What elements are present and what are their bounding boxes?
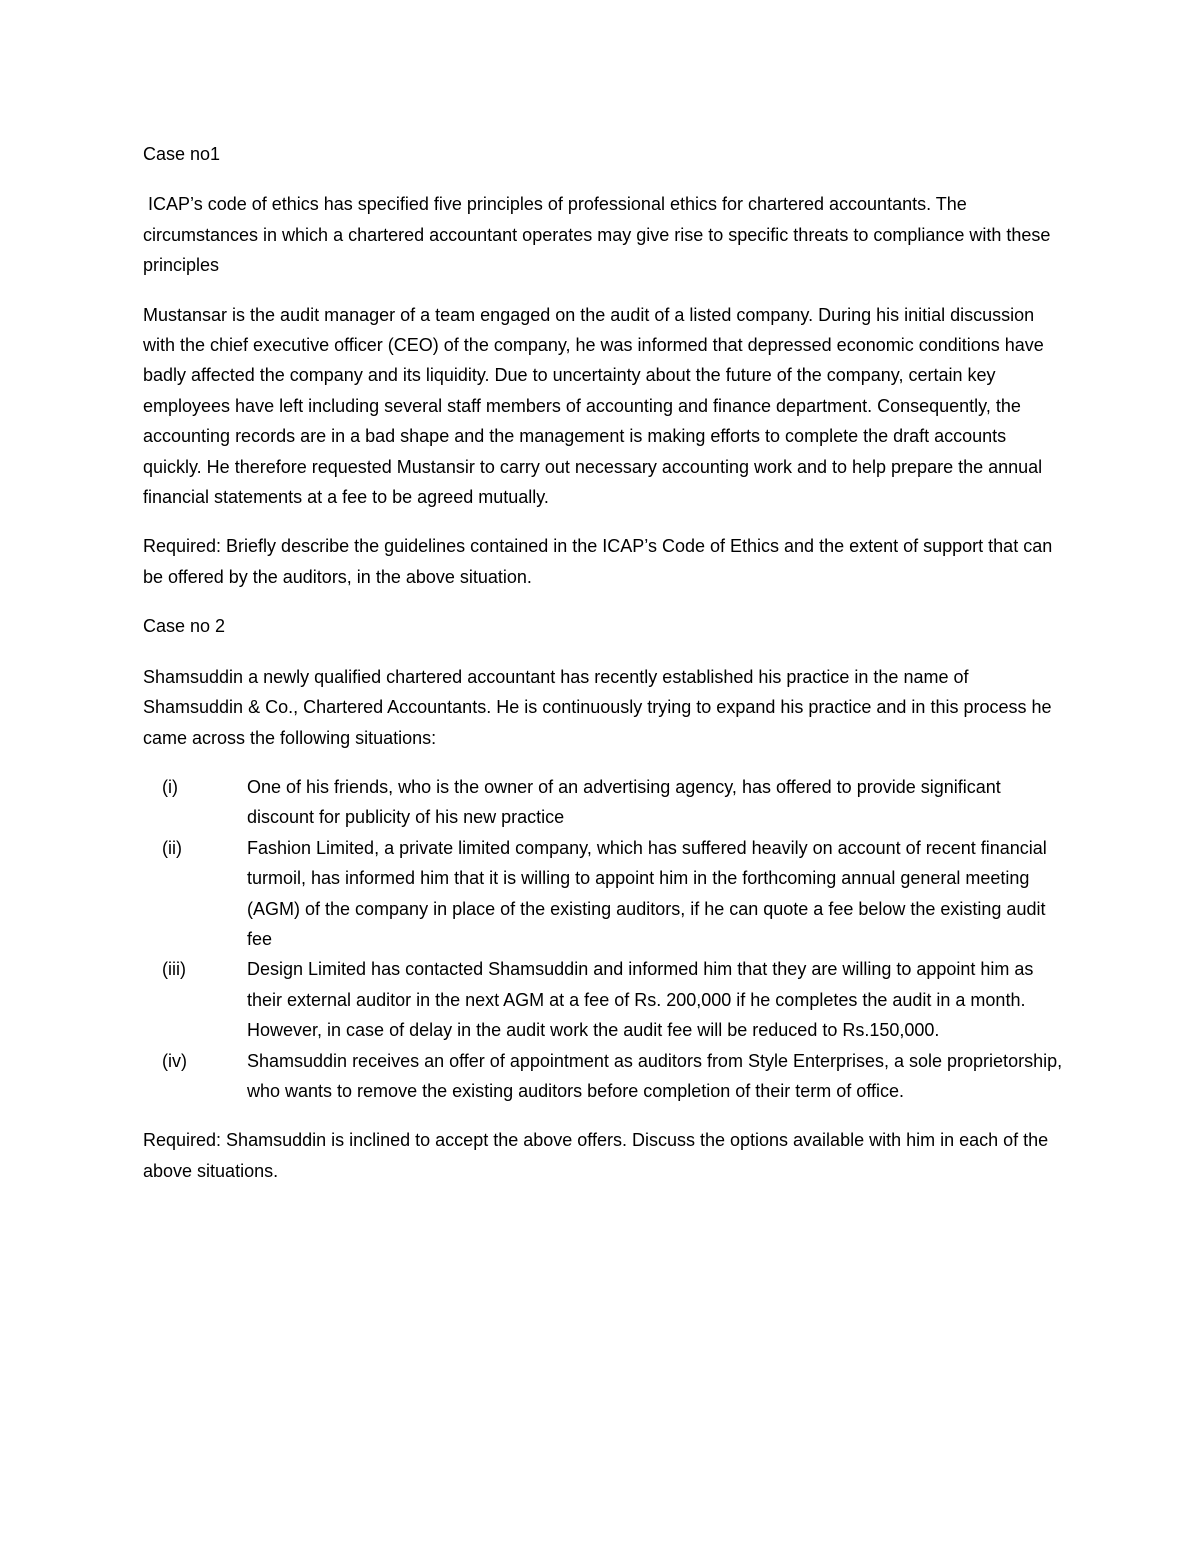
list-item-text: Shamsuddin receives an offer of appointment as auditors from Style Enterprises, a sole proprietorship, who wants to remove the existing auditors before completion of their term of office. — [247, 1050, 1063, 1101]
case1-heading: Case no1 — [143, 144, 221, 164]
list-item-number: (iv) — [162, 1050, 187, 1071]
list-item-number: (ii) — [162, 837, 182, 858]
list-item-number: (iii) — [162, 959, 186, 980]
case2-intro: Shamsuddin a newly qualified chartered accountant has recently established his practice in the name of Shamsuddin & Co., Chartered Accountants. He is continuously trying to expand his practice and in this process he came across the following situations: — [143, 666, 1052, 748]
list-item — [143, 954, 1068, 1045]
document-body — [143, 139, 1068, 1205]
case1-required: Required: Briefly describe the guidelines contained in the ICAP’s Code of Ethics and the extent of support that can be offered by the auditors, in the above situation. — [143, 536, 1053, 587]
list-item — [143, 772, 1068, 833]
case2-heading: Case no 2 — [143, 616, 226, 637]
list-item-number: (i) — [162, 776, 178, 797]
list-item-text: One of his friends, who is the owner of an advertising agency, has offered to provide significant discount for publicity of his new practice — [247, 776, 1001, 828]
list-item-text: Design Limited has contacted Shamsuddin and informed him that they are willing to appoint him as their external auditor in the next AGM at a fee of Rs. 200,000 if he completes the audit in a month. However, in case of delay in the audit work the audit fee will be reduced to Rs.150,000. — [247, 959, 1034, 1041]
situations-list — [143, 772, 1068, 1106]
case2-required: Required: Shamsuddin is inclined to accept the above offers. Discuss the options available with him in each of the above situations. — [143, 1130, 1049, 1181]
list-item — [143, 833, 1068, 955]
case1-intro: ICAP’s code of ethics has specified five principles of professional ethics for chartered accountants. The circumstances in which a chartered accountant operates may give rise to specific threats to compliance with these principles — [143, 194, 1056, 276]
list-item — [143, 1046, 1068, 1107]
list-item-text: Fashion Limited, a private limited company, which has suffered heavily on account of recent financial turmoil, has informed him that it is willing to appoint him in the forthcoming annual general meeting (AGM) of the company in place of the existing auditors, if he can quote a fee below the existing audit fee — [247, 837, 1047, 949]
case1-scenario: Mustansar is the audit manager of a team engaged on the audit of a listed company. During his initial discussion with the chief executive officer (CEO) of the company, he was informed that depressed economic conditions have badly affected the company and its liquidity. Due to uncertainty about the future of the company, certain key employees have left including several staff members of accounting and finance department. Consequently, the accounting records are in a bad shape and the management is making efforts to complete the draft accounts quickly. He therefore requested Mustansir to carry out necessary accounting work and to help prepare the annual financial statements at a fee to be agreed mutually. — [143, 304, 1044, 508]
